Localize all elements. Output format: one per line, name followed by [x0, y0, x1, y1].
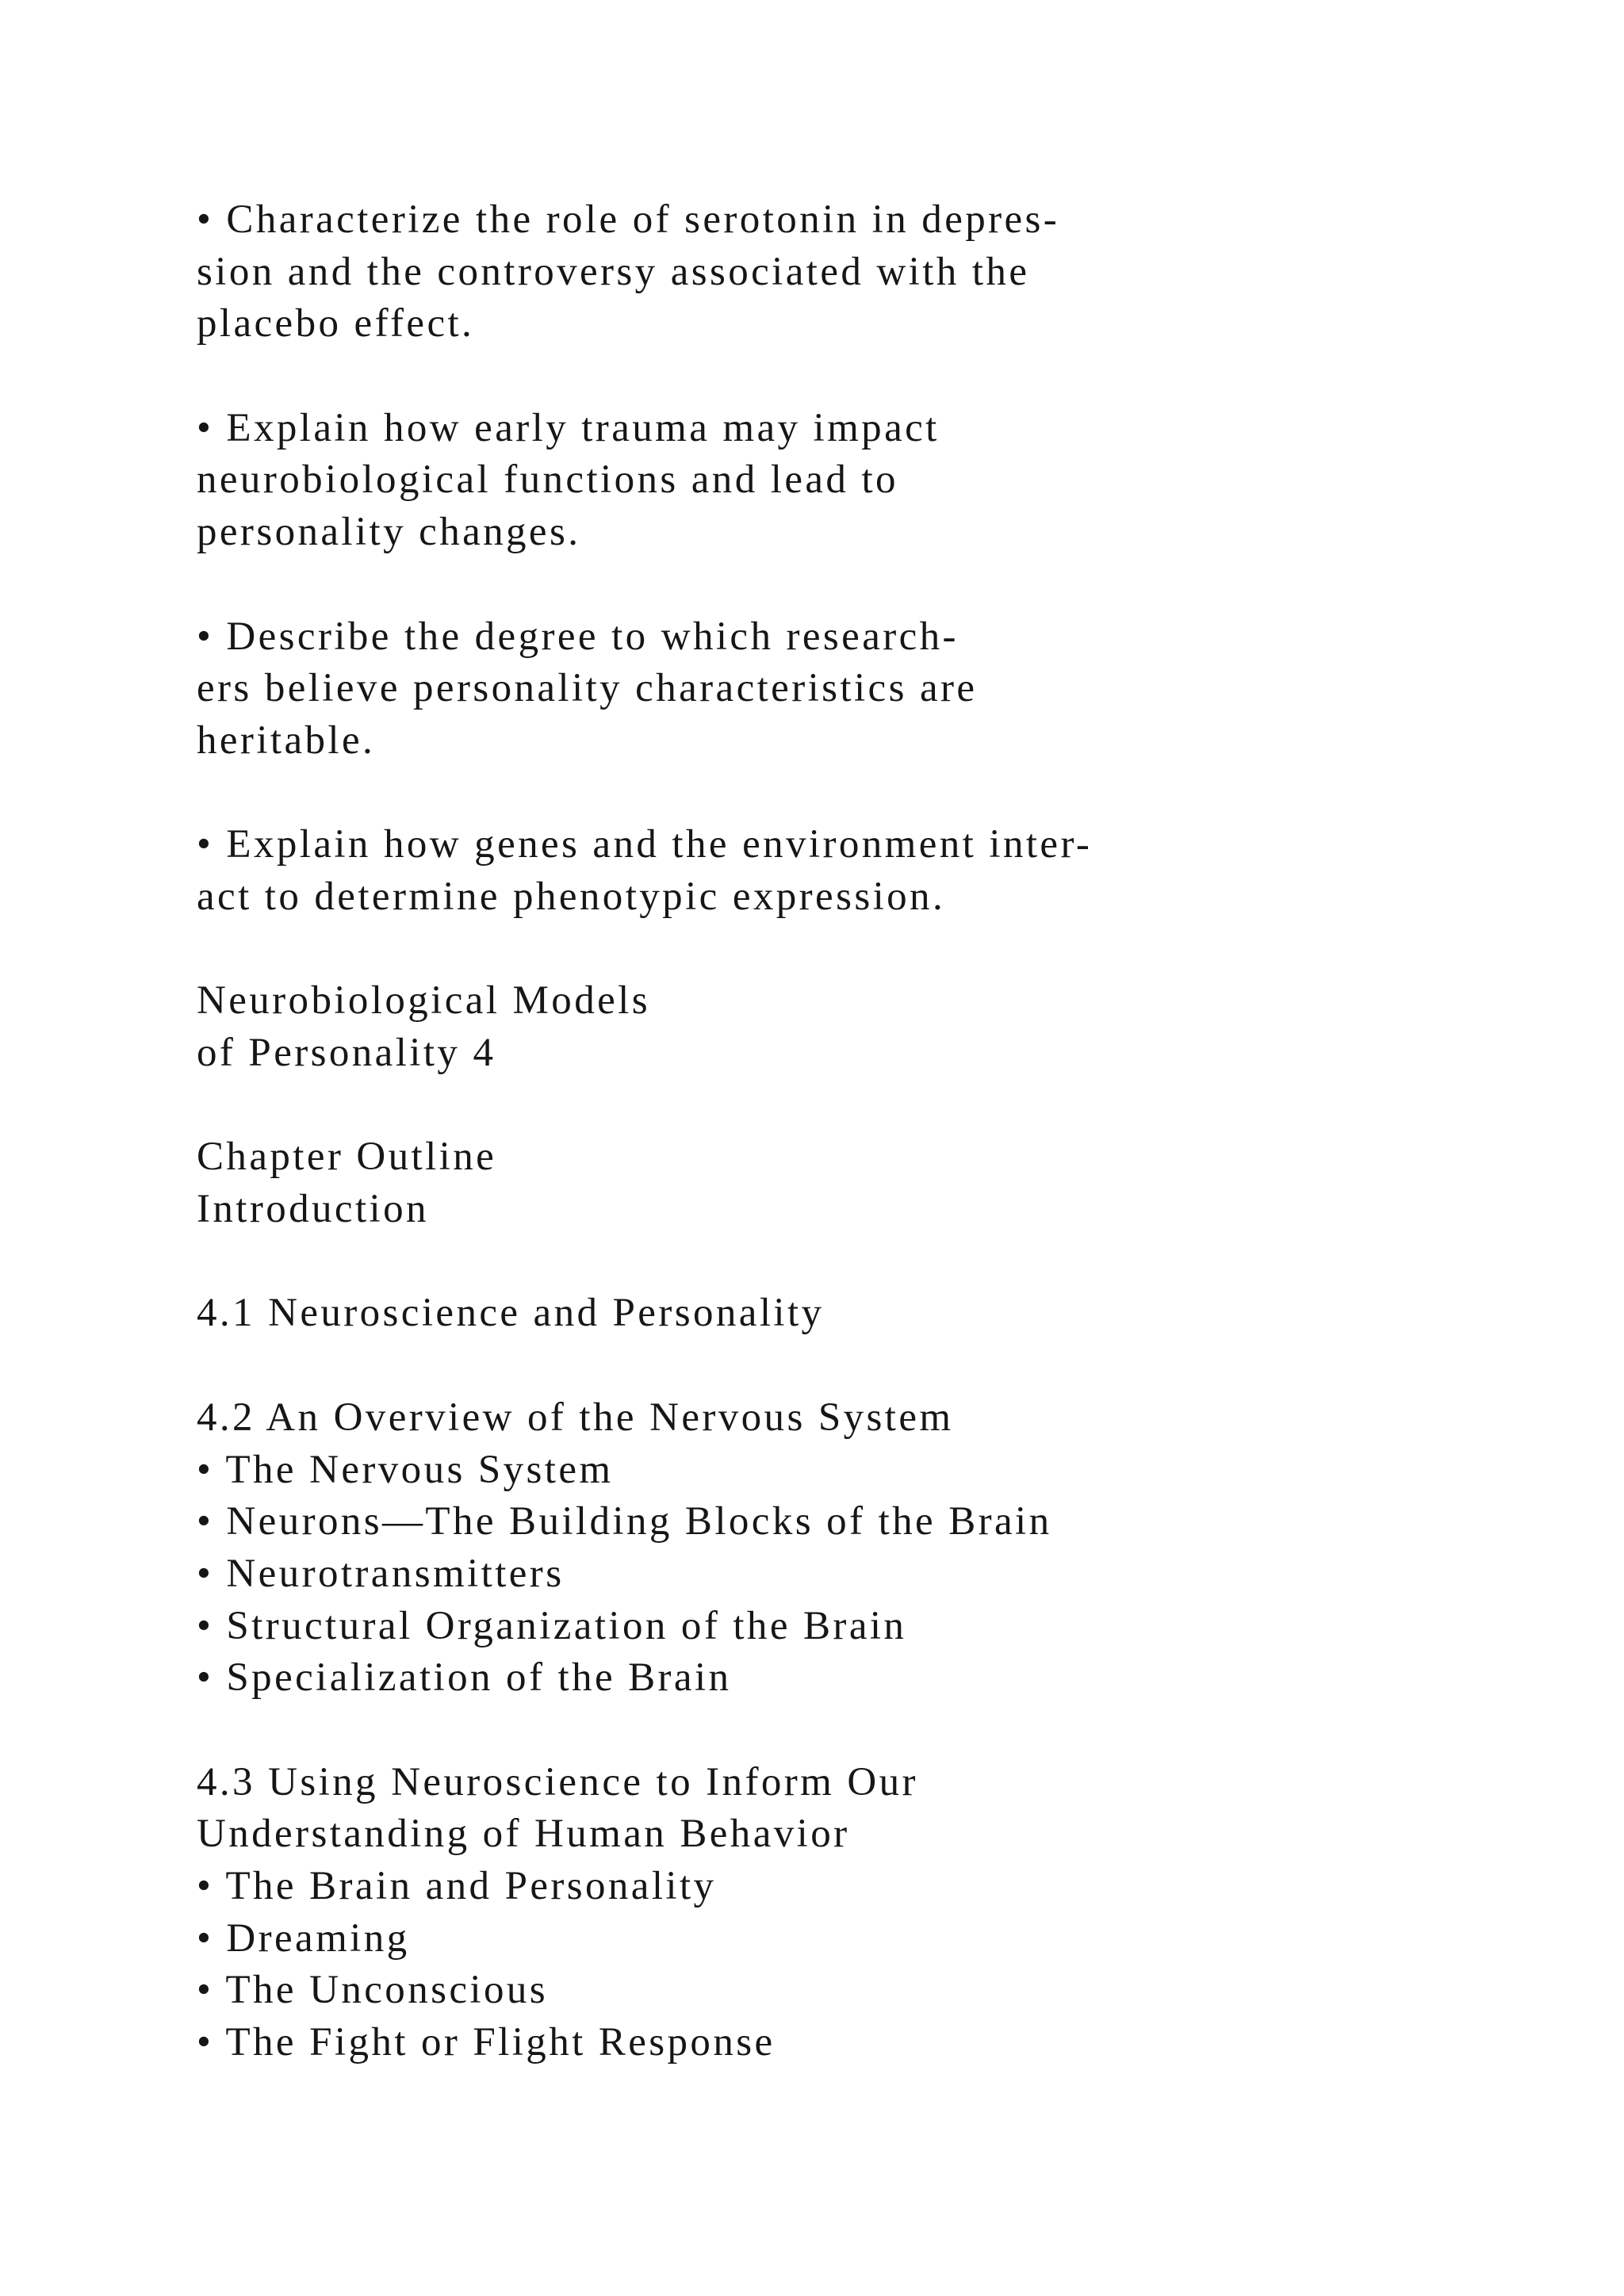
paragraph-gap — [197, 767, 1545, 820]
objective-heritability-line-2: ers believe personality characteristics are — [197, 666, 978, 711]
section-4-2-heading: 4.2 An Overview of the Nervous System — [197, 1395, 954, 1440]
section-4-3-heading-line-2: Understanding of Human Behavior — [197, 1812, 850, 1857]
section-4-3-heading-line-1: 4.3 Using Neuroscience to Inform Our — [197, 1759, 918, 1804]
paragraph-gap — [197, 1705, 1545, 1757]
paragraph-gap — [197, 350, 1545, 403]
outline-introduction: Introduction — [197, 1187, 429, 1232]
paragraph-gap — [197, 1340, 1545, 1392]
section-4-2-item: • The Nervous System — [197, 1447, 614, 1492]
section-4-3-item: • Dreaming — [197, 1915, 410, 1961]
section-4-2-item: • Structural Organization of the Brain — [197, 1603, 907, 1648]
document-text — [197, 194, 1545, 2069]
chapter-title-line-1: Neurobiological Models — [197, 978, 650, 1024]
chapter-title-line-2: of Personality 4 — [197, 1031, 496, 1075]
paragraph-gap — [197, 1236, 1545, 1288]
section-4-1-heading: 4.1 Neuroscience and Personality — [197, 1291, 825, 1336]
objective-trauma-line-3: personality changes. — [197, 510, 581, 555]
objective-heritability-line-1: • Describe the degree to which research- — [197, 614, 959, 659]
objective-trauma-line-2: neurobiological functions and lead to — [197, 457, 898, 503]
section-4-3-item: • The Fight or Flight Response — [197, 2020, 776, 2065]
objective-serotonin-line-3: placebo effect. — [197, 301, 475, 346]
section-4-2-item: • Specialization of the Brain — [197, 1655, 732, 1701]
paragraph-gap — [197, 924, 1545, 976]
objective-serotonin-line-1: • Characterize the role of serotonin in depres- — [197, 197, 1060, 242]
objective-serotonin-line-2: sion and the controversy associated with the — [197, 249, 1030, 294]
outline-heading: Chapter Outline — [197, 1135, 497, 1180]
paragraph-gap — [197, 1080, 1545, 1132]
section-4-3-item: • The Brain and Personality — [197, 1864, 717, 1908]
section-4-2-item: • Neurotransmitters — [197, 1551, 565, 1596]
objective-genes-line-1: • Explain how genes and the environment inter- — [197, 822, 1093, 867]
objective-genes-line-2: act to determine phenotypic expression. — [197, 874, 946, 919]
objective-trauma-line-1: • Explain how early trauma may impact — [197, 405, 940, 450]
section-4-2-item: • Neurons—The Building Blocks of the Brain — [197, 1499, 1052, 1544]
paragraph-gap — [197, 559, 1545, 611]
section-4-3-item: • The Unconscious — [197, 1968, 548, 2013]
objective-heritability-line-3: heritable. — [197, 718, 376, 763]
